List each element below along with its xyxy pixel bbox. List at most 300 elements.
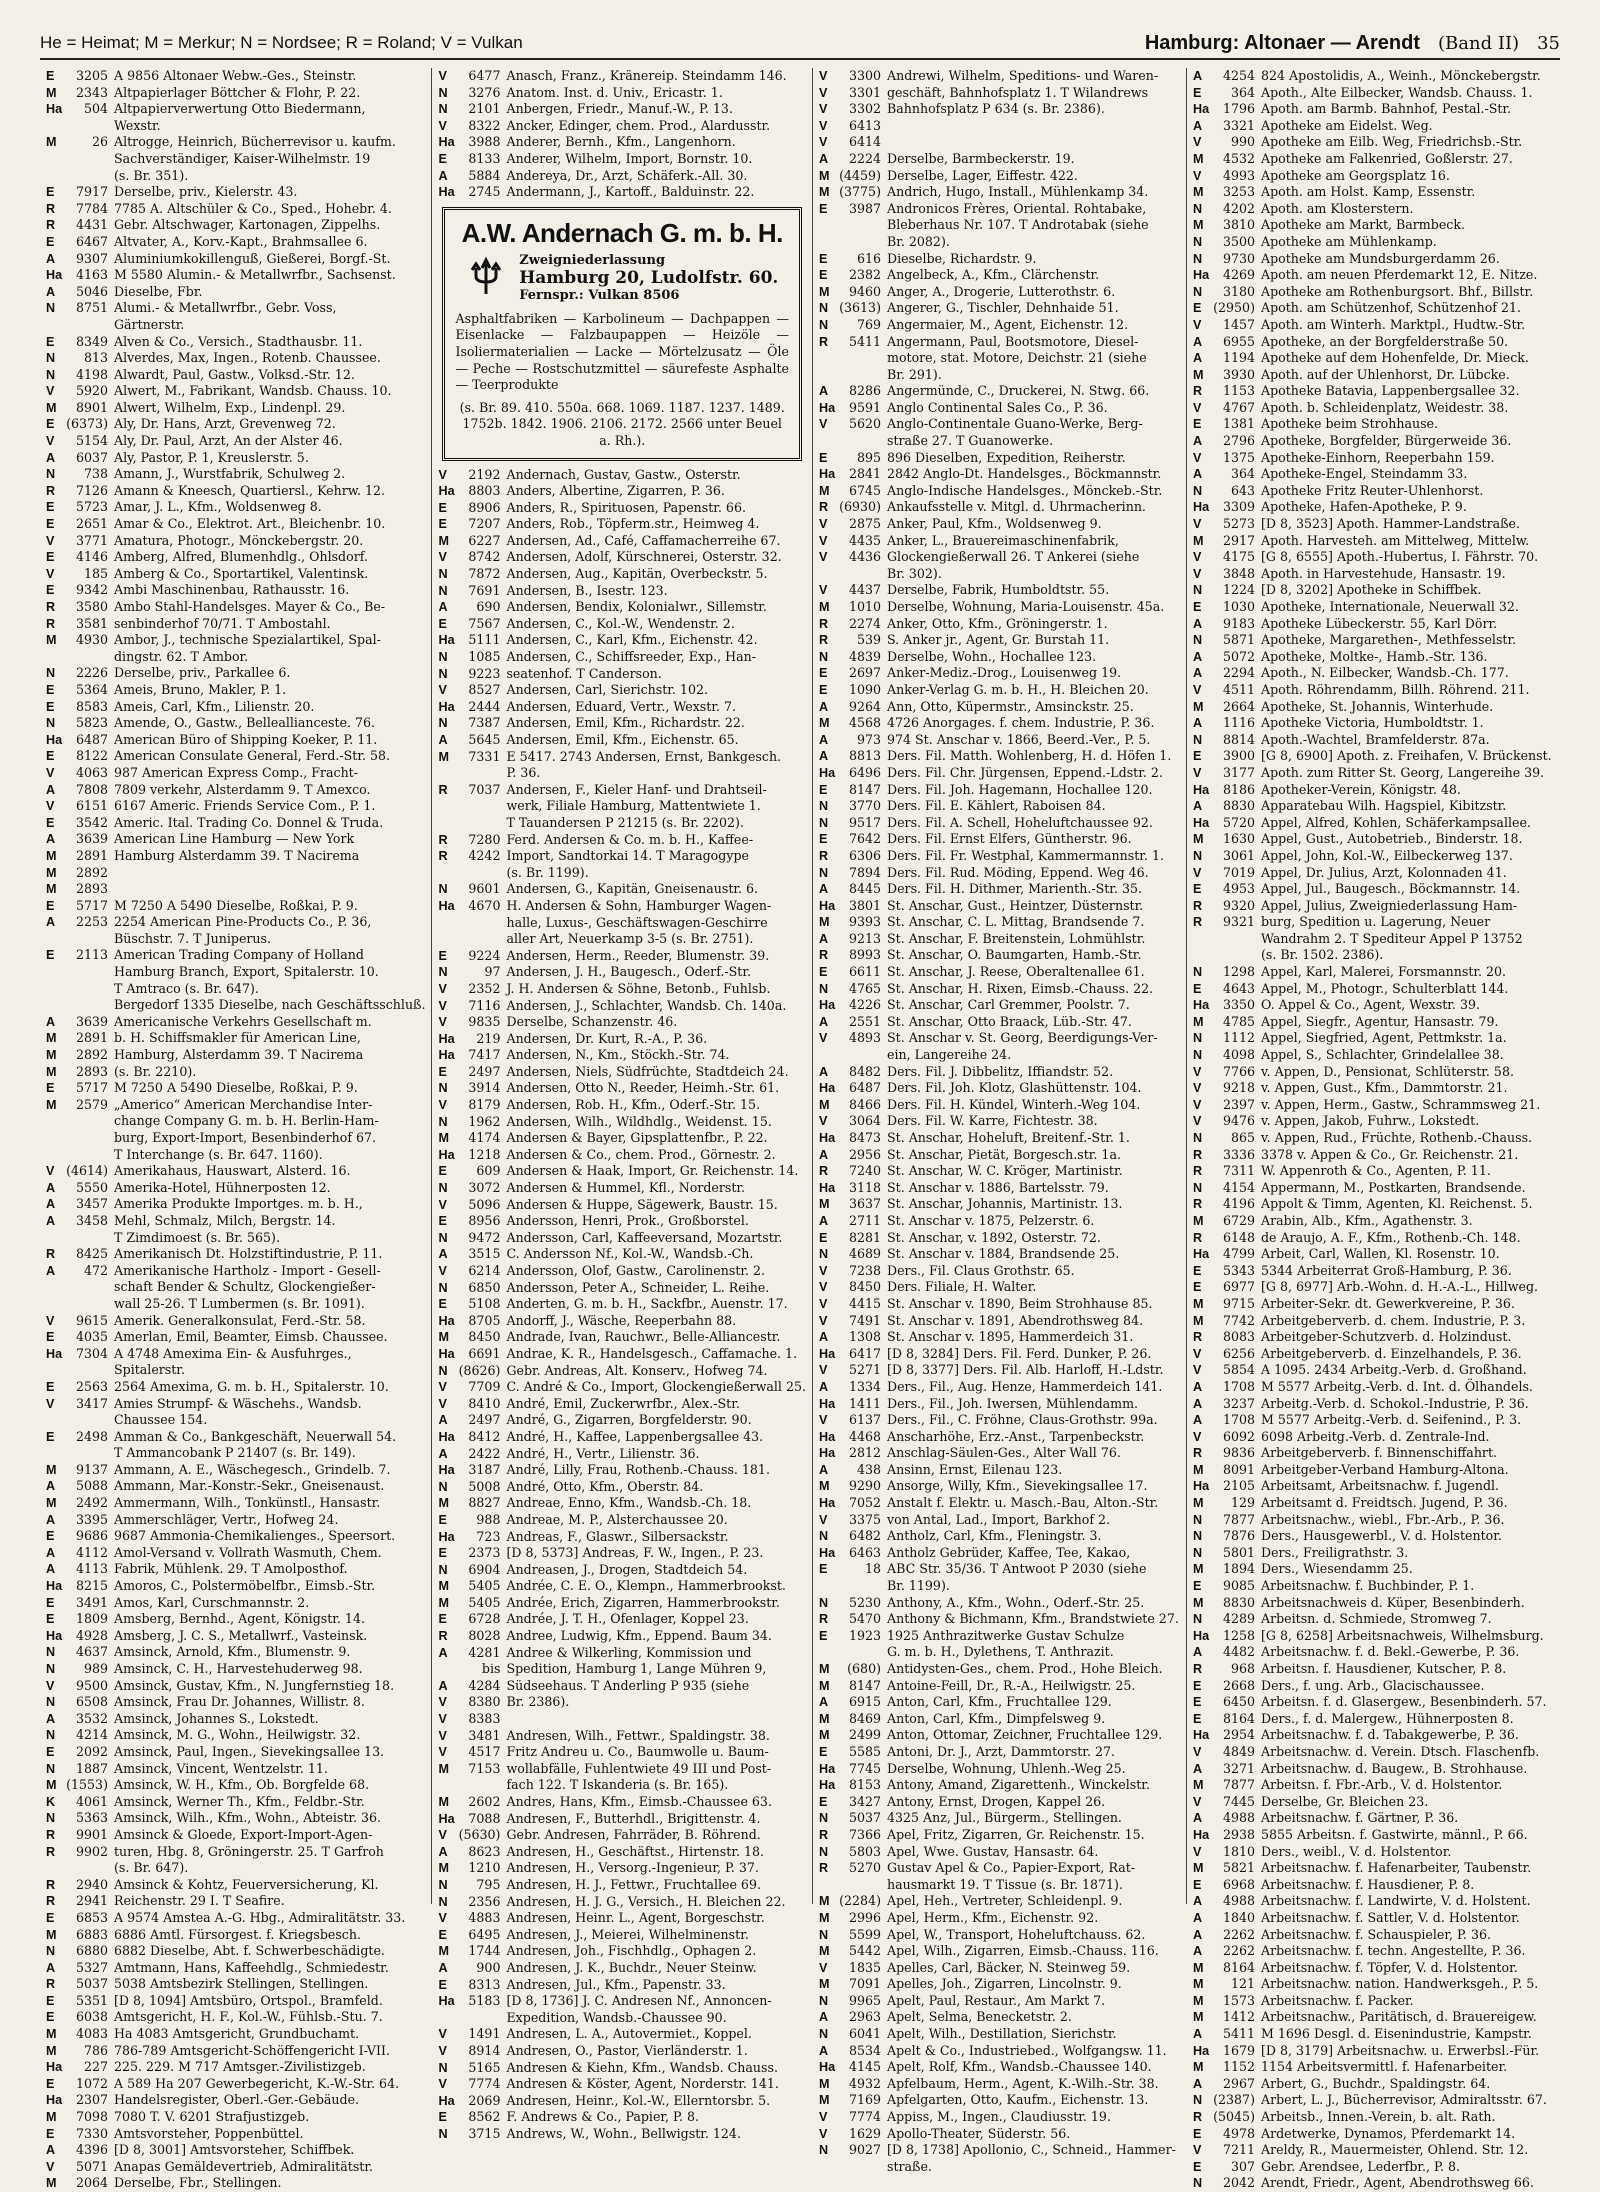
directory-entry [46,101,425,118]
phone-number [64,997,114,1014]
exchange-code: E [819,965,828,980]
phone-number: 2262 [1222,1926,1255,1942]
directory-entry [1193,1860,1554,1877]
directory-entry [819,1180,1180,1197]
exchange-code: Ha [819,467,836,482]
entry-text: [D 8, 5373] Andreas, F. W., Ingen., P. 23. [506,1545,764,1561]
phone-number: 6611 [848,964,881,980]
entry-text: Apoth. am Winterh. Marktpl., Hudtw.-Str. [1261,316,1526,332]
directory-entry [819,1163,1180,1180]
entry-text: 1154 Arbeitsvermittl. f. Hafenarbeiter. [1261,2059,1508,2075]
exchange-code: Ha [819,998,836,1013]
directory-entry [1193,1545,1554,1562]
directory-entry [1193,1711,1554,1728]
entry-text: Apotheke, an der Borgfelderstraße 50. [1261,333,1509,349]
phone-number: 2579 [75,1096,108,1112]
exchange-code: M [1193,1993,1204,2008]
exchange-code [46,964,64,981]
directory-entry [1193,217,1554,234]
entry-text: Amman & Co., Bankgeschäft, Neuerwall 54. [114,1428,397,1444]
exchange-code: V [46,2159,55,2174]
phone-number: 1810 [1222,1843,1255,1859]
directory-entry [819,2159,1180,2176]
phone-number: 2917 [1222,532,1255,548]
directory-entry [819,1313,1180,1330]
phone-number: 8383 [468,1711,501,1727]
exchange-code: R [819,1827,829,1842]
exchange-code: Ha [819,1778,836,1793]
exchange-code: Ha [1193,102,1210,117]
entry-text: Andresen, Heinr. L., Agent, Borgeschstr. [506,1910,765,1926]
directory-entry [819,848,1180,865]
directory-entry [819,1329,1180,1346]
phone-number: 7240 [848,1163,881,1179]
directory-entry [1193,981,1554,998]
directory-entry [1193,1196,1554,1213]
directory-entry [46,947,425,964]
exchange-code: N [438,965,448,980]
entry-text: American Line Hamburg — New York [114,831,355,847]
entry-text: Amsinck, Johannes S., Lokstedt. [114,1710,319,1726]
exchange-code: R [438,849,448,864]
phone-number: (3613) [839,300,881,316]
phone-number: 6487 [75,731,108,747]
directory-entry [46,450,425,467]
phone-number: 2226 [75,665,108,681]
entry-text: Gebr. Altschwager, Kartonagen, Zippelhs. [114,217,381,233]
entry-text: Andresen, Heinr., Kol.-W., Ellerntorsbr. 5. [506,2092,771,2108]
directory-entry [819,898,1180,915]
phone-number: 4281 [468,1644,501,1660]
exchange-code: V [438,2043,447,2058]
entry-text: seatenhof. T Canderson. [506,665,662,681]
directory-entry [819,665,1180,682]
directory-entry [46,1993,425,2010]
entry-text: Anglo-Indische Handelsges., Mönckeb.-Str. [887,482,1163,498]
directory-entry [46,1678,425,1695]
exchange-code: Ha [1193,1479,1210,1494]
ad-firm-name: A.W. Andernach G. m. b. H. [461,217,783,248]
entry-text: E 5417. 2743 Andersen, Ernst, Bankgesch. [506,748,782,764]
phone-number: 1629 [848,2125,881,2141]
phone-number: 4849 [1222,1743,1255,1759]
directory-entry [46,748,425,765]
directory-entry [46,1362,425,1379]
exchange-code: V [46,1678,55,1693]
exchange-code: M [819,1944,830,1959]
directory-entry [819,267,1180,284]
phone-number: 9472 [468,1229,501,1245]
entry-text: Arbeitsnachw., Paritätisch, d. Brauereigew. [1261,2009,1537,2025]
exchange-code [819,1877,837,1894]
phone-number [64,1296,114,1313]
entry-text: Arbeitgeberverb. f. Binnenschiffahrt. [1261,1445,1498,1461]
exchange-code [819,217,837,234]
phone-number: 2563 [75,1378,108,1394]
exchange-code: V [438,1396,447,1411]
exchange-code: E [1193,1579,1202,1594]
directory-entry [1193,549,1554,566]
exchange-code: M [1193,1595,1204,1610]
phone-number: 5273 [1222,516,1255,532]
entry-text: Appel, Julius, Zweigniederlassung Ham- [1261,897,1518,913]
entry-text: Alven & Co., Versich., Stadthausbr. 11. [114,333,363,349]
phone-number: 9213 [848,930,881,946]
directory-entry [819,300,1180,317]
phone-number: 4146 [75,549,108,565]
entry-text: Arbeitsn. f. Fbr.-Arb., V. d. Holstentor. [1261,1777,1503,1793]
phone-number: 4431 [75,217,108,233]
entry-text: Arbeitsnachw. f. d. Bekl.-Gewerbe, P. 36. [1261,1644,1520,1660]
directory-entry [46,1346,425,1363]
entry-text: G. m. b. H., Dylethens, T. Anthrazit. [887,1644,1114,1660]
directory-entry [1193,1263,1554,1280]
phone-number: (2950) [1213,300,1255,316]
phone-number: 4269 [1222,267,1255,283]
entry-text: Americanische Verkehrs Gesellschaft m. [114,1013,372,1029]
exchange-code: N [819,317,829,332]
phone-number: 8286 [848,383,881,399]
phone-number: 3180 [1222,283,1255,299]
phone-number: 9601 [468,881,501,897]
phone-number [64,1147,114,1164]
exchange-code: Ha [438,2093,455,2108]
exchange-code: N [1193,483,1203,498]
exchange-code: M [1193,2010,1204,2025]
directory-entry [819,533,1180,550]
entry-text: Arendt, Friedr., Agent, Abendrothsweg 66. [1261,2175,1534,2191]
directory-entry [46,964,425,981]
phone-number: 2253 [75,914,108,930]
directory-entry [46,1877,425,1894]
entry-text: M 5577 Arbeitg.-Verb. d. Seifenind., P. 3. [1261,1412,1522,1428]
phone-number: 2893 [75,1063,108,1079]
exchange-code: A [819,931,829,946]
phone-number: 3801 [848,897,881,913]
entry-text: [D 8, 3179] Arbeitsnachw. u. Erwerbsl.-Für. [1261,2042,1540,2058]
exchange-code [819,1047,837,1064]
exchange-code: E [46,2076,55,2091]
phone-number: 4202 [1222,200,1255,216]
exchange-code: Ha [1193,1728,1210,1743]
entry-text: Hamburg, Alsterdamm 39. T Nacirema [114,1047,364,1063]
exchange-code: E [46,1744,55,1759]
exchange-code: A [438,168,448,183]
entry-text: Andersen, G., Kapitän, Gneisenaustr. 6. [506,881,759,897]
directory-entry [46,1810,425,1827]
exchange-code: A [1193,1927,1203,1942]
entry-text: Anker-Mediz.-Drog., Louisenweg 19. [887,665,1122,681]
exchange-code [438,815,456,832]
entry-text: Apelt & Co., Industriebed., Wolfgangsw. 11. [887,2042,1167,2058]
entry-text: Altvater, A., Korv.-Kapt., Brahmsallee 6. [114,233,368,249]
directory-entry [46,848,425,865]
entry-text: 2842 Anglo-Dt. Handelsges., Böckmannstr. [887,466,1162,482]
phone-number: (6930) [839,499,881,515]
entry-text: Derselbe, Fabrik, Humboldtstr. 55. [887,582,1110,598]
entry-text: Anker, Paul, Kfm., Woldsenweg 9. [887,516,1102,532]
directory-entry [1193,914,1554,931]
entry-text: 225. 229. M 717 Amtsger.-Zivilistizgeb. [114,2059,366,2075]
phone-number: 5165 [468,2059,501,2075]
directory-entry [1193,931,1554,948]
entry-text: Antony, Ernst, Drogen, Kappel 26. [887,1793,1106,1809]
directory-entry [438,1163,806,1180]
exchange-code: M [46,1048,57,1063]
exchange-code: A [46,832,56,847]
directory-entry [819,1047,1180,1064]
phone-number: 4163 [75,267,108,283]
entry-text: Arbeitsnachw. f. Sattler, V. d. Holstentor. [1261,1909,1520,1925]
phone-number: 1457 [1222,316,1255,332]
exchange-code: V [46,1313,55,1328]
phone-number: 7808 [75,781,108,797]
entry-text: Andreae, Enno, Kfm., Wandsb.-Ch. 18. [506,1495,752,1511]
exchange-code: N [438,716,448,731]
phone-number: 2891 [75,847,108,863]
phone-number: 9320 [1222,897,1255,913]
exchange-code [438,1777,456,1794]
phone-number: 4154 [1222,1179,1255,1195]
phone-number: 2497 [468,1063,501,1079]
directory-entry [438,981,806,998]
directory-entry [438,632,806,649]
entry-text: Apelt, Rolf, Kfm., Wandsb.-Chaussee 140. [887,2059,1152,2075]
exchange-code: R [819,500,829,515]
entry-text: Andersen, Ad., Café, Caffamacherreihe 67. [506,532,781,548]
phone-number: 2956 [848,1146,881,1162]
entry-text: Handelsregister, Oberl.-Ger.-Gebäude. [114,2092,360,2108]
exchange-code: Ha [438,135,455,150]
entry-text: Arbeitsnachw. f. Hausdiener, P. 8. [1261,1876,1475,1892]
exchange-code: E [46,1429,55,1444]
directory-entry [46,2142,425,2159]
entry-text [887,134,1180,151]
exchange-code: N [1193,2176,1203,2191]
entry-text: Arbeitgeber-Verband Hamburg-Altona. [1261,1461,1509,1477]
exchange-code: E [819,450,828,465]
phone-number: 4437 [848,582,881,598]
exchange-code: Ha [438,633,455,648]
ad-phone: Fernspr.: Vulkan 8506 [519,287,680,303]
exchange-code [46,1130,64,1147]
exchange-code [438,765,456,782]
directory-entry [46,2092,425,2109]
exchange-code: N [1193,583,1203,598]
phone-number: 2602 [468,1794,501,1809]
directory-entry [438,533,806,550]
directory-entry [1193,1611,1554,1628]
exchange-code: N [1193,251,1203,266]
directory-entry [46,549,425,566]
exchange-code: V [1193,1081,1202,1096]
entry-text: Apoth. in Harvestehude, Hansastr. 19. [1261,565,1506,581]
directory-entry [1193,2009,1554,2026]
phone-number: (5630) [458,1827,501,1843]
entry-text: wollabfälle, Fuhlentwiete 49 III und Post- [506,1760,772,1776]
directory-entry [819,1113,1180,1130]
entry-text: Andresen, Wilh., Fettwr., Spaldingstr. 38. [506,1727,770,1743]
exchange-code: A [819,1695,829,1710]
directory-entry [819,831,1180,848]
exchange-code: R [438,832,448,847]
directory-entry [438,1728,806,1745]
exchange-code: V [438,1745,447,1760]
exchange-code: A [1193,118,1203,133]
exchange-code: Ha [46,268,63,283]
directory-entry [46,1147,425,1164]
entry-text: Glockengießerwall 26. T Ankerei (siehe [887,549,1140,565]
phone-number: 7774 [468,2076,501,2092]
directory-entry [1193,997,1554,1014]
exchange-code: N [46,301,56,316]
exchange-code [819,566,837,583]
directory-entry [438,1180,806,1197]
phone-number: 988 [476,1511,501,1527]
ad-branch: Zweigniederlassung [519,252,666,268]
phone-number: 9460 [848,283,881,299]
phone-number: 364 [1230,84,1255,100]
entry-text: Gustav Apel & Co., Papier-Export, Rat- [887,1860,1136,1876]
entry-text: „Americo“ American Merchandise Inter- [114,1096,373,1112]
exchange-code: E [46,550,55,565]
directory-entry [46,1860,425,1877]
phone-number: 4435 [848,532,881,548]
directory-entry [46,1711,425,1728]
entry-text: Anderer, Bernh., Kfm., Langenhorn. [506,134,736,150]
entry-text: Anatom. Inst. d. Univ., Ericastr. 1. [506,84,723,100]
directory-entry [46,2175,425,2192]
entry-text: Andersen & Bayer, Gipsplattenfbr., P. 22. [506,1130,768,1146]
exchange-code: M [46,848,57,863]
directory-entry [819,1561,1180,1578]
phone-number: 9500 [75,1677,108,1693]
phone-number [456,931,506,948]
phone-number: 5442 [848,1943,881,1959]
exchange-code: V [1193,317,1202,332]
exchange-code: N [1193,1612,1203,1627]
directory-entry [46,931,425,948]
exchange-code: R [819,334,829,349]
phone-number: 4643 [1222,980,1255,996]
directory-entry [46,1163,425,1180]
directory-entry [819,433,1180,450]
directory-entry [438,1246,806,1263]
exchange-code: N [1193,1180,1203,1195]
phone-number: 7784 [75,200,108,216]
phone-number: 9615 [75,1312,108,1328]
directory-entry [438,848,806,865]
exchange-code: A [819,699,829,714]
entry-text: C. Andersson Nf., Kol.-W., Wandsb.-Ch. [506,1246,754,1262]
directory-entry [1193,1561,1554,1578]
phone-number [64,981,114,998]
directory-entry [819,1744,1180,1761]
entry-text: Amsinck, W. H., Kfm., Ob. Borgfelde 68. [114,1777,370,1793]
phone-number: 8901 [75,399,108,415]
entry-text: M 1696 Desgl. d. Eisenindustrie, Kampstr. [1261,2026,1532,2042]
phone-number: 1218 [468,1146,501,1162]
phone-number: 1030 [1222,599,1255,614]
exchange-code: N [819,865,829,880]
directory-entry [819,350,1180,367]
phone-number: 8410 [468,1395,501,1411]
exchange-code: N [1193,284,1203,299]
exchange-code [46,1279,64,1296]
phone-number: 7126 [75,482,108,498]
directory-entry [46,1943,425,1960]
exchange-code: M [46,1031,57,1046]
phone-number [64,317,114,334]
exchange-code: R [819,848,829,863]
directory-entry [819,1711,1180,1728]
header-right [1145,32,1560,55]
exchange-code: V [1193,450,1202,465]
exchange-code: N [1193,1131,1203,1145]
entry-text: A 9856 Altonaer Webw.-Ges., Steinstr. [114,68,357,83]
entry-text: Anscharhöhe, Erz.-Anst., Tarpenbeckstr. [887,1428,1145,1444]
directory-entry [438,699,806,716]
directory-entry [438,1860,806,1877]
exchange-code: A [1193,1944,1203,1959]
phone-number: 2499 [848,1727,881,1743]
exchange-code: A [46,1263,56,1278]
phone-number: 5111 [468,632,501,648]
entry-text: Derselbe, Fbr., Stellingen. [114,2175,282,2191]
phone-number: 5550 [75,1179,108,1195]
directory-entry [438,2126,806,2143]
exchange-code: A [46,251,56,266]
phone-number: 1152 [1222,2059,1255,2075]
phone-number [64,1412,114,1429]
entry-text: Aluminiumkokillenguß, Gießerei, Borgf.-St. [114,250,391,266]
entry-text: American Büro of Shipping Koeker, P. 11. [114,731,378,747]
directory-entry [819,1810,1180,1827]
phone-number: 4637 [75,1644,108,1660]
exchange-code: R [46,1844,56,1859]
phone-number: 5046 [75,283,108,299]
exchange-code: M [46,2176,57,2191]
entry-text: Andresen, F., Butterhdl., Brigittenstr. 4. [506,1810,761,1826]
phone-number: 504 [83,101,108,117]
phone-number: 8450 [848,1279,881,1295]
exchange-code: M [438,1795,449,1809]
phone-number: 4511 [1222,681,1255,697]
directory-entry [1193,1047,1554,1064]
entry-text: A 589 Ha 207 Gewerbegericht, K.-W.-Str. 64. [114,2075,400,2091]
exchange-code: Ha [438,1463,455,1478]
exchange-code: R [46,1827,56,1842]
exchange-code: Ha [819,1081,836,1096]
directory-entry [819,466,1180,483]
directory-entry [438,1130,806,1147]
directory-entry [819,1412,1180,1429]
exchange-code: Ha [1193,268,1210,283]
phone-number: 1210 [468,1860,501,1876]
directory-entry [438,898,806,915]
phone-number: 4839 [848,648,881,664]
exchange-code: E [1193,417,1202,432]
directory-entry [1193,1810,1554,1827]
phone-number: (4459) [839,167,881,183]
phone-number: 8993 [848,947,881,963]
directory-entry [1193,151,1554,168]
phone-number: 4799 [1222,1246,1255,1262]
phone-number: 5470 [848,1611,881,1627]
entry-text: Apparatebau Wilh. Hagspiel, Kibitzstr. [1261,798,1507,814]
directory-entry [46,1595,425,1612]
entry-text: Arbeitgeberverb. d. chem. Industrie, P. 3. [1261,1312,1526,1328]
